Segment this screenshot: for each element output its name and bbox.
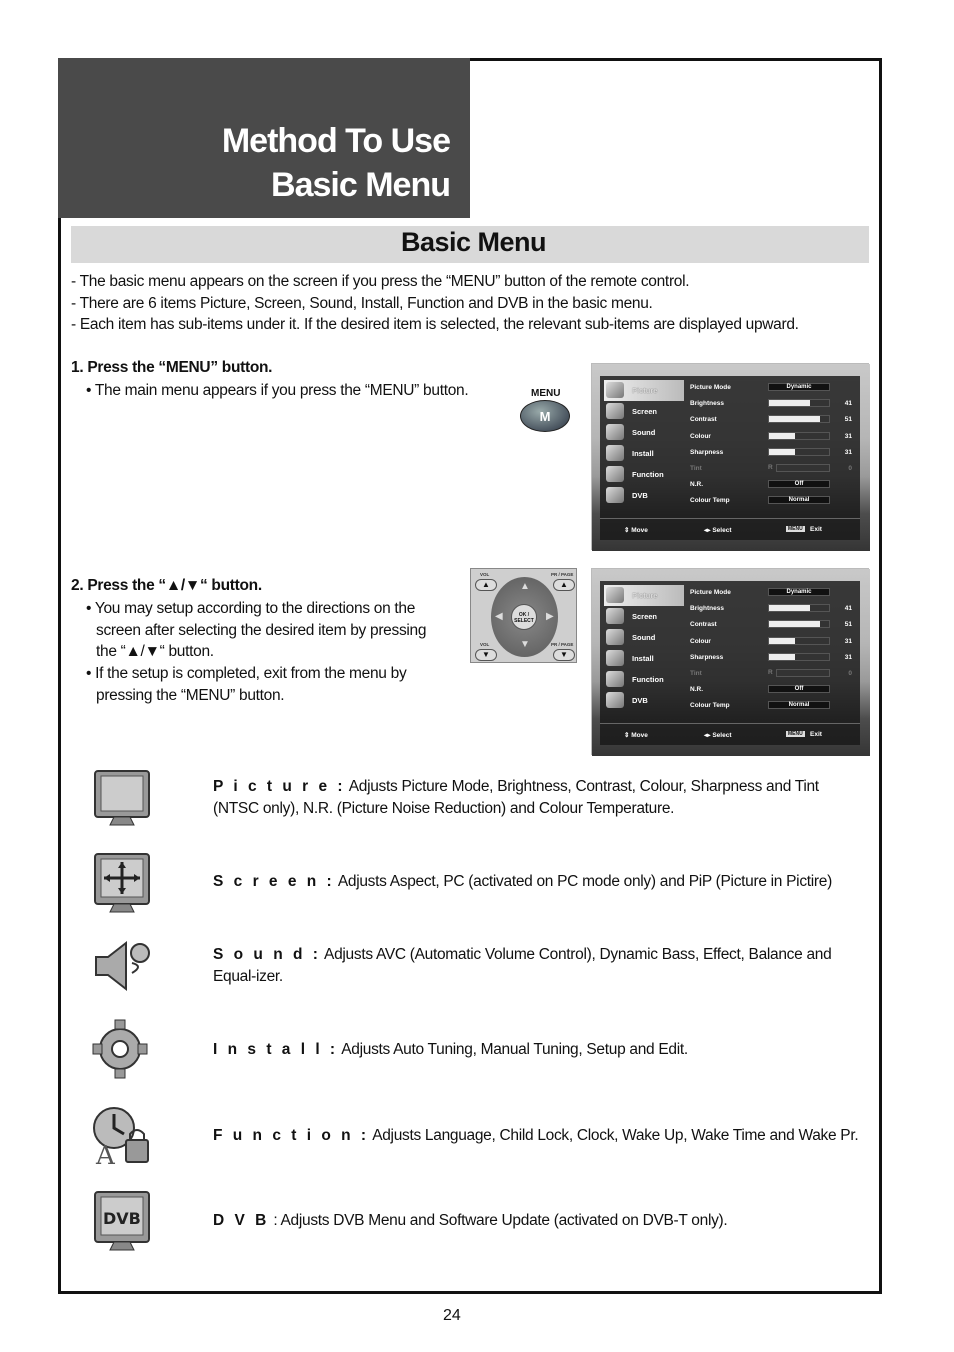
step2-bullet1: • You may setup according to the directions on the screen after selecting the desired item by pressing the “▲/▼“ button.	[86, 600, 427, 660]
gear-icon	[90, 1016, 154, 1082]
install-icon	[606, 650, 624, 666]
section-heading-band	[71, 226, 869, 263]
menu-key-icon: MENU	[788, 731, 803, 737]
osd-row: Brightness 41	[690, 400, 852, 408]
osd-settings	[690, 380, 856, 510]
osd-row: N.R. Off	[690, 682, 856, 698]
move-hint: ⇕ Move	[624, 732, 648, 739]
section-title: Basic Menu	[401, 227, 547, 257]
pr-page-label: PR / PAGE	[551, 642, 574, 647]
svg-text:DVB: DVB	[103, 1209, 141, 1228]
osd-row: Colour 31	[690, 432, 852, 440]
feature-install: I n s t a l l : Adjusts Auto Tuning, Manual Tuning, Setup and Edit.	[213, 1041, 688, 1058]
osd-footer	[600, 723, 860, 745]
menu-button-key: M	[539, 409, 551, 424]
feature-picture: P i c t u r e : Adjusts Picture Mode, Brightness, Contrast, Colour, Sharpness and Tint (NTSC only), N.R. (Picture Noise Reduction) and Colour Temperature.	[213, 778, 819, 817]
screen-icon	[606, 608, 624, 624]
feature-screen: S c r e e n : Adjusts Aspect, PC (activated on PC mode only) and PiP (Picture in Pictire)	[213, 873, 832, 890]
osd-row: Brightness 41	[690, 605, 852, 613]
feature-sound: S o u n d : Adjusts AVC (Automatic Volume Control), Dynamic Bass, Effect, Balance and Equal-izer.	[213, 946, 832, 985]
osd-row: Contrast 51	[690, 416, 852, 424]
pr-down-key: ▼	[553, 649, 575, 661]
vol-label: VOL	[480, 642, 490, 647]
svg-text:A: A	[96, 1141, 115, 1168]
pr-up-key: ▲	[553, 579, 575, 591]
vol-label: VOL	[480, 572, 490, 577]
exit-hint: Exit	[810, 731, 822, 738]
osd-item-screen: Screen	[604, 401, 684, 422]
osd-row: N.R. Off	[690, 477, 856, 493]
ok-select-button: OK / SELECT	[511, 604, 537, 630]
osd-item-picture: Picture	[604, 585, 684, 606]
osd-row: Picture Mode Dynamic	[690, 585, 856, 601]
osd-menu-panel	[600, 376, 860, 540]
osd-item-sound: Sound	[604, 627, 684, 648]
intro-line: - There are 6 items Picture, Screen, Sound, Install, Function and DVB in the basic menu.	[71, 294, 653, 312]
pr-page-label: PR / PAGE	[551, 572, 574, 577]
osd-item-dvb: DVB	[604, 485, 684, 506]
title-block	[58, 58, 470, 218]
install-icon	[606, 445, 624, 461]
osd-row: Sharpness 31	[690, 653, 852, 661]
picture-icon	[606, 382, 624, 398]
osd-item-function: Function	[604, 464, 684, 485]
function-icon	[606, 671, 624, 687]
function-icon	[88, 1102, 152, 1168]
picture-icon	[90, 765, 154, 831]
exit-hint: Exit	[810, 526, 822, 533]
remote-dpad-illustration	[470, 568, 577, 663]
select-hint: ◂▸ Select	[704, 527, 732, 534]
osd-screenshot	[591, 363, 869, 550]
vol-down-key: ▼	[475, 649, 497, 661]
osd-row: Sharpness 31	[690, 448, 852, 456]
vol-up-key: ▲	[475, 579, 497, 591]
osd-sidebar	[604, 380, 684, 506]
osd-row: Colour 31	[690, 637, 852, 645]
intro-text	[71, 271, 799, 336]
screen-icon	[90, 850, 154, 916]
osd-item-screen: Screen	[604, 606, 684, 627]
function-icon	[606, 466, 624, 482]
page-title-line1: Method To Use	[221, 122, 450, 160]
chevron-down-icon: ▼	[520, 639, 530, 650]
page-title-line2: Basic Menu	[271, 166, 450, 204]
step2-bullet2: • If the setup is completed, exit from the menu by pressing the “MENU” button.	[86, 665, 407, 704]
feature-dvb: D V B : Adjusts DVB Menu and Software Update (activated on DVB-T only).	[213, 1212, 728, 1229]
osd-item-picture: Picture	[604, 380, 684, 401]
dvb-icon	[606, 692, 624, 708]
page-number: 24	[443, 1307, 461, 1324]
step1-heading: 1. Press the “MENU” button.	[71, 359, 273, 376]
picture-icon	[606, 587, 624, 603]
step2-heading: 2. Press the “▲/▼“ button.	[71, 577, 262, 594]
chevron-left-icon: ◀	[495, 611, 503, 622]
osd-menu-panel	[600, 581, 860, 745]
osd-row: Colour Temp Normal	[690, 698, 856, 714]
osd-row: Contrast 51	[690, 621, 852, 629]
osd-sidebar	[604, 585, 684, 711]
osd-row: Picture Mode Dynamic	[690, 380, 856, 396]
screen-icon	[606, 403, 624, 419]
osd-row: Tint R 0	[690, 668, 852, 677]
osd-row: Colour Temp Normal	[690, 493, 856, 509]
osd-item-dvb: DVB	[604, 690, 684, 711]
menu-button-label: MENU	[531, 388, 561, 399]
osd-item-function: Function	[604, 669, 684, 690]
step1-bullet: • The main menu appears if you press the “MENU” button.	[86, 382, 469, 399]
osd-item-install: Install	[604, 648, 684, 669]
dvb-icon	[606, 487, 624, 503]
chevron-right-icon: ▶	[546, 611, 554, 622]
osd-item-install: Install	[604, 443, 684, 464]
dvb-icon	[90, 1188, 154, 1254]
osd-settings	[690, 585, 856, 715]
move-hint: ⇕ Move	[624, 527, 648, 534]
sound-icon	[606, 424, 624, 440]
osd-item-sound: Sound	[604, 422, 684, 443]
select-hint: ◂▸ Select	[704, 732, 732, 739]
intro-line: - The basic menu appears on the screen if you press the “MENU” button of the remote control.	[71, 273, 690, 290]
intro-line: - Each item has sub-items under it. If the desired item is selected, the relevant sub-items are displayed upward.	[71, 316, 799, 333]
feature-function: F u n c t i o n : Adjusts Language, Child Lock, Clock, Wake Up, Wake Time and Wake Pr.	[213, 1127, 859, 1144]
chevron-up-icon: ▲	[520, 581, 530, 592]
menu-key-icon: MENU	[788, 526, 803, 532]
osd-footer	[600, 518, 860, 540]
sound-icon	[606, 629, 624, 645]
osd-screenshot	[591, 568, 869, 755]
osd-row: Tint R 0	[690, 463, 852, 472]
speaker-icon	[88, 933, 152, 999]
menu-button-icon	[520, 400, 570, 432]
